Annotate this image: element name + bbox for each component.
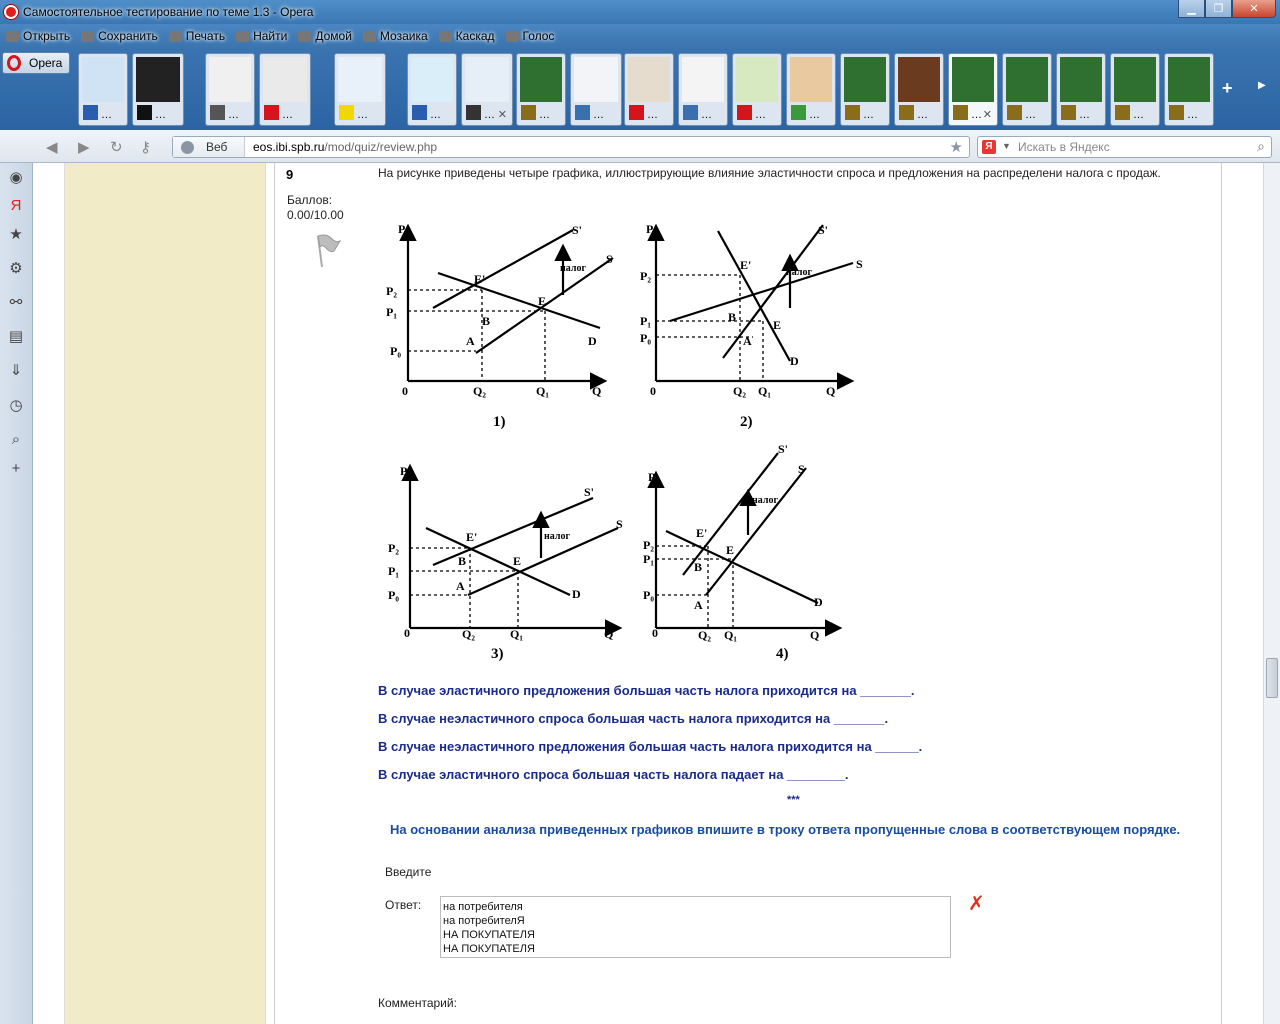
- g3-d: D: [572, 587, 581, 601]
- g1-p2: P₂: [386, 284, 397, 298]
- tab-thumbnail: [136, 57, 180, 102]
- new-tab-button[interactable]: +: [1222, 78, 1233, 98]
- tab-title: …: [101, 109, 112, 121]
- g4-caption: 4): [776, 646, 789, 662]
- url-field[interactable]: [172, 136, 970, 158]
- tab-title: …: [430, 109, 441, 121]
- browser-tab[interactable]: [840, 53, 890, 126]
- m-favicon-icon: [210, 105, 225, 120]
- tab-title: …: [701, 109, 712, 121]
- g2-p2: P₂: [640, 269, 651, 283]
- window-title: Самостоятельное тестирование по теме 1.3 - Opera: [23, 5, 314, 19]
- tab-title: …: [1187, 109, 1198, 121]
- grade-value: 0.00/10.00: [287, 208, 344, 222]
- g4-s: S: [798, 462, 805, 476]
- g3-s-prime: S': [584, 485, 595, 499]
- bank-favicon-icon: [1007, 105, 1022, 120]
- tab-title: …: [484, 109, 495, 121]
- g3-q1: Q₁: [510, 627, 523, 641]
- loading-favicon-icon: [466, 105, 481, 120]
- magnifier-icon[interactable]: ⌕: [1257, 138, 1265, 154]
- g1-q1: Q₁: [536, 384, 549, 398]
- g3-p-axis: P: [400, 464, 408, 478]
- browser-tab[interactable]: [678, 53, 728, 126]
- g3-e: E: [513, 554, 522, 568]
- printer-icon: [169, 31, 182, 42]
- g2-tax: налог: [786, 267, 813, 278]
- browser-tab[interactable]: [132, 53, 184, 126]
- answer-field[interactable]: [440, 896, 951, 958]
- opera-menu-button[interactable]: Opera: [2, 52, 70, 74]
- g4-p2: P₂: [643, 538, 654, 552]
- tab-thumbnail: [82, 57, 124, 102]
- opera-o-icon: [7, 55, 21, 71]
- g3-s: S: [616, 517, 623, 531]
- question-line-2: В случае неэластичного спроса большая часть налога приходится на _______.: [378, 711, 889, 726]
- add-panel-icon[interactable]: +: [11, 460, 21, 477]
- browser-tab[interactable]: [205, 53, 255, 126]
- toolbar-find-button[interactable]: Найти: [236, 29, 287, 43]
- leaf-favicon-icon: [791, 105, 806, 120]
- question-number: 9: [286, 167, 294, 182]
- toolbar-save-button[interactable]: Сохранить: [81, 29, 158, 43]
- g3-a: A: [456, 579, 465, 593]
- instruction-text: На основании анализа приведенных графиков впишите в троку ответа пропущенные слова в соответствующем порядке.: [390, 822, 1181, 837]
- graph-2: [656, 225, 853, 381]
- bank-favicon-icon: [1061, 105, 1076, 120]
- opera-logo-icon: [4, 5, 18, 19]
- bookmark-star-icon[interactable]: ★: [949, 139, 963, 156]
- g4-a: A: [694, 598, 703, 612]
- microphone-icon: [506, 31, 519, 42]
- g3-p2: P₂: [388, 541, 399, 555]
- key-icon[interactable]: ⚷: [140, 139, 151, 156]
- bank-favicon-icon: [845, 105, 860, 120]
- enter-label: Введите: [385, 865, 432, 879]
- folder-icon: [6, 31, 19, 42]
- save-icon: [81, 31, 94, 42]
- web-info-button[interactable]: Веб: [173, 137, 245, 157]
- tab-thumbnail: [628, 57, 670, 102]
- tab-title: …: [228, 109, 239, 121]
- tab-thumbnail: [1006, 57, 1048, 102]
- vk-favicon-icon: [575, 105, 590, 120]
- answer-line-1: на потребителя: [443, 901, 523, 913]
- left-column: [64, 163, 266, 1024]
- toolbar-tile-button[interactable]: Мозаика: [363, 29, 428, 43]
- close-tab-icon[interactable]: ✕: [497, 109, 507, 121]
- g2-d: D: [790, 354, 799, 368]
- g4-q1: Q₁: [724, 628, 737, 642]
- separator: ***: [787, 794, 800, 806]
- grid-favicon-icon: [83, 105, 98, 120]
- answer-line-3: НА ПОКУПАТЕЛЯ: [443, 929, 535, 941]
- browser-tab[interactable]: [570, 53, 622, 126]
- g1-p0: P₀: [390, 344, 401, 358]
- g4-e: E: [726, 543, 735, 557]
- scrollbar-thumb[interactable]: [1266, 658, 1278, 698]
- yandex-panel-icon[interactable]: Я: [10, 197, 22, 214]
- g1-e: E: [538, 294, 547, 308]
- tab-title: …: [282, 109, 293, 121]
- maximize-button[interactable]: ❐: [1205, 0, 1232, 18]
- main-toolbar: [0, 24, 1280, 48]
- question-line-1: В случае эластичного предложения большая часть налога приходится на _______.: [378, 683, 915, 698]
- g4-b: B: [694, 560, 703, 574]
- browser-tab[interactable]: [948, 53, 998, 126]
- g3-e-prime: E': [466, 530, 478, 544]
- close-tab-icon[interactable]: ✕: [982, 109, 992, 121]
- tab-thumbnail: [844, 57, 886, 102]
- search-placeholder: Искать в Яндекс: [1018, 140, 1110, 154]
- answer-line-4: НА ПОКУПАТЕЛЯ: [443, 943, 535, 955]
- browser-tab[interactable]: [786, 53, 836, 126]
- g1-e-prime: E': [474, 272, 486, 286]
- g1-s-prime: S': [572, 223, 583, 237]
- browser-tab[interactable]: [1056, 53, 1106, 126]
- tab-thumbnail: [209, 57, 251, 102]
- g2-q2: Q₂: [733, 384, 746, 398]
- globe-icon: [181, 141, 194, 154]
- g4-origin: 0: [652, 626, 658, 640]
- downloads-icon[interactable]: ⇓: [9, 362, 23, 379]
- browser-tab[interactable]: [1164, 53, 1214, 126]
- bookmarks-star-icon[interactable]: ★: [9, 226, 23, 243]
- browser-tab[interactable]: [461, 53, 513, 126]
- g2-q1: Q₁: [758, 384, 771, 398]
- settings-gear-icon[interactable]: ⚙: [9, 260, 23, 277]
- browser-tab[interactable]: [1110, 53, 1160, 126]
- tab-title: …: [971, 109, 982, 121]
- toolbar-open-button[interactable]: Открыть: [6, 29, 70, 43]
- g3-p1: P₁: [388, 564, 399, 578]
- g1-s: S: [606, 252, 613, 266]
- g1-q2: Q₂: [473, 384, 486, 398]
- toolbar-print-button[interactable]: Печать: [169, 29, 225, 43]
- g4-s-prime: S': [778, 442, 789, 456]
- question-text: На рисунке приведены четыре графика, иллюстрирующие влияние эластичности спроса и предложения на распределени налога с продаж.: [378, 166, 1161, 180]
- tab-title: …: [809, 109, 820, 121]
- search-icon: [236, 31, 249, 42]
- tab-thumbnail: [952, 57, 994, 102]
- ee-favicon-icon: [339, 105, 354, 120]
- tab-title: …: [539, 109, 550, 121]
- browser-tab[interactable]: [516, 53, 566, 126]
- g2-p-axis: P: [646, 222, 654, 236]
- opera-panel-icon[interactable]: ◉: [9, 169, 23, 186]
- tab-title: …: [357, 109, 368, 121]
- browser-tab[interactable]: [1002, 53, 1052, 126]
- bank-favicon-icon: [1169, 105, 1184, 120]
- answer-label: Ответ:: [385, 898, 422, 912]
- g1-tax: налог: [560, 263, 587, 274]
- g3-b: B: [458, 554, 467, 568]
- home-icon: [298, 31, 311, 42]
- page-content: [34, 163, 1263, 1024]
- toolbar-voice-button[interactable]: Голос: [506, 29, 555, 43]
- browser-tab[interactable]: [259, 53, 311, 126]
- tab-thumbnail: [338, 57, 382, 102]
- tab-thumbnail: [263, 57, 307, 102]
- tax-incidence-graphs: [378, 213, 878, 673]
- plus-favicon-icon: [737, 105, 752, 120]
- g4-q-axis: Q: [810, 628, 820, 642]
- g1-q-axis: Q: [592, 384, 602, 398]
- g1-caption: 1): [493, 414, 506, 430]
- g2-e: E: [773, 318, 782, 332]
- question-line-3: В случае неэластичного предложения большая часть налога приходится на ______.: [378, 739, 923, 754]
- address-bar: [0, 130, 1280, 163]
- flag-icon[interactable]: [312, 233, 342, 269]
- g3-tax: налог: [544, 531, 571, 542]
- tab-title: …: [1079, 109, 1090, 121]
- tab-thumbnail: [790, 57, 832, 102]
- browser-tab[interactable]: [78, 53, 128, 126]
- question-line-4: В случае эластичного спроса большая часть налога падает на ________.: [378, 767, 849, 782]
- g1-d: D: [588, 334, 597, 348]
- forward-arrow-icon[interactable]: ▶: [78, 139, 90, 156]
- g4-p1: P₁: [643, 552, 654, 566]
- page-favicon-icon: [412, 105, 427, 120]
- browser-tab[interactable]: [894, 53, 944, 126]
- g4-tax: налог: [752, 495, 779, 506]
- browser-tab[interactable]: [334, 53, 386, 126]
- g4-d: D: [814, 595, 823, 609]
- g2-s: S: [856, 257, 863, 271]
- g3-q2: Q₂: [462, 627, 475, 641]
- g2-s-prime: S': [818, 223, 829, 237]
- g2-a: A: [743, 334, 752, 348]
- tab-title: …: [1025, 109, 1036, 121]
- tab-thumbnail: [520, 57, 562, 102]
- g2-p0: P₀: [640, 331, 651, 345]
- tab-thumbnail: [1060, 57, 1102, 102]
- tab-menu-arrow-icon[interactable]: ▶: [1258, 80, 1266, 91]
- answer-line-2: на потребителЯ: [443, 915, 525, 927]
- tab-thumbnail: [411, 57, 453, 102]
- g3-caption: 3): [491, 646, 504, 662]
- tab-title: …: [593, 109, 604, 121]
- sm-favicon-icon: [683, 105, 698, 120]
- history-clock-icon[interactable]: ◷: [9, 397, 23, 414]
- toolbar-cascade-button[interactable]: Каскад: [439, 29, 495, 43]
- minimize-button[interactable]: ▁: [1178, 0, 1205, 18]
- comment-label: Комментарий:: [378, 996, 457, 1010]
- g2-q-axis: Q: [826, 384, 836, 398]
- title-bar: [0, 0, 1280, 24]
- graph-4: [656, 453, 838, 628]
- opera-favicon-icon: [264, 105, 279, 120]
- tab-title: …: [755, 109, 766, 121]
- browser-tab[interactable]: [624, 53, 674, 126]
- yandex-icon[interactable]: Я: [982, 140, 996, 154]
- tab-thumbnail: [736, 57, 778, 102]
- tab-thumbnail: [682, 57, 724, 102]
- graph-1: [408, 228, 613, 381]
- g4-p0: P₀: [643, 588, 654, 602]
- tab-thumbnail: [574, 57, 618, 102]
- grade-label: Баллов:: [287, 193, 333, 207]
- g3-origin: 0: [404, 626, 410, 640]
- search-panel-icon[interactable]: ⌕: [11, 431, 21, 448]
- g1-a: A: [466, 334, 475, 348]
- g1-b: B: [482, 314, 491, 328]
- g1-origin: 0: [402, 384, 408, 398]
- g4-q2: Q₂: [698, 628, 711, 642]
- toolbar-home-button[interactable]: Домой: [298, 29, 352, 43]
- g1-p1: P₁: [386, 305, 397, 319]
- bank-favicon-icon: [899, 105, 914, 120]
- browser-tab[interactable]: [407, 53, 457, 126]
- g3-p0: P₀: [388, 588, 399, 602]
- tab-thumbnail: [1168, 57, 1210, 102]
- url-text[interactable]: eos.ibi.spb.ru/mod/quiz/review.php: [253, 140, 438, 154]
- chevron-down-icon[interactable]: ▼: [1002, 141, 1011, 151]
- tab-title: …: [1133, 109, 1144, 121]
- search-field[interactable]: [977, 136, 1272, 158]
- back-arrow-icon[interactable]: ◀: [46, 139, 58, 156]
- tab-title: …: [917, 109, 928, 121]
- vertical-scrollbar[interactable]: [1263, 163, 1280, 1024]
- tab-title: …: [863, 109, 874, 121]
- g1-p-axis: P: [398, 222, 406, 236]
- bank-favicon-icon: [1115, 105, 1130, 120]
- g2-e-prime: E': [740, 258, 752, 272]
- g2-caption: 2): [740, 414, 753, 430]
- browser-tab[interactable]: [732, 53, 782, 126]
- g4-p-axis: P: [648, 470, 656, 484]
- notes-icon[interactable]: ▤: [8, 328, 24, 345]
- tab-thumbnail: [898, 57, 940, 102]
- cascade-icon: [439, 31, 452, 42]
- incorrect-mark-icon: ✗: [968, 893, 985, 915]
- bank-favicon-icon: [953, 105, 968, 120]
- unite-icon[interactable]: ⚯: [9, 294, 23, 311]
- tile-icon: [363, 31, 376, 42]
- opera-favicon-icon: [629, 105, 644, 120]
- side-panel: [0, 163, 33, 1024]
- tab-thumbnail: [1114, 57, 1156, 102]
- tab-title: …: [647, 109, 658, 121]
- g3-q-axis: Q: [604, 627, 614, 641]
- tab-bar: [0, 48, 1280, 130]
- g4-e-prime: E': [696, 526, 708, 540]
- g2-p1: P₁: [640, 314, 651, 328]
- bank-favicon-icon: [521, 105, 536, 120]
- reload-icon[interactable]: ↻: [110, 139, 123, 156]
- g2-origin: 0: [650, 384, 656, 398]
- g2-b: B: [728, 310, 737, 324]
- window-controls: [1178, 0, 1276, 18]
- fc-favicon-icon: [137, 105, 152, 120]
- tab-title: …: [155, 109, 166, 121]
- close-window-button[interactable]: ✕: [1232, 0, 1276, 18]
- tab-thumbnail: [465, 57, 509, 102]
